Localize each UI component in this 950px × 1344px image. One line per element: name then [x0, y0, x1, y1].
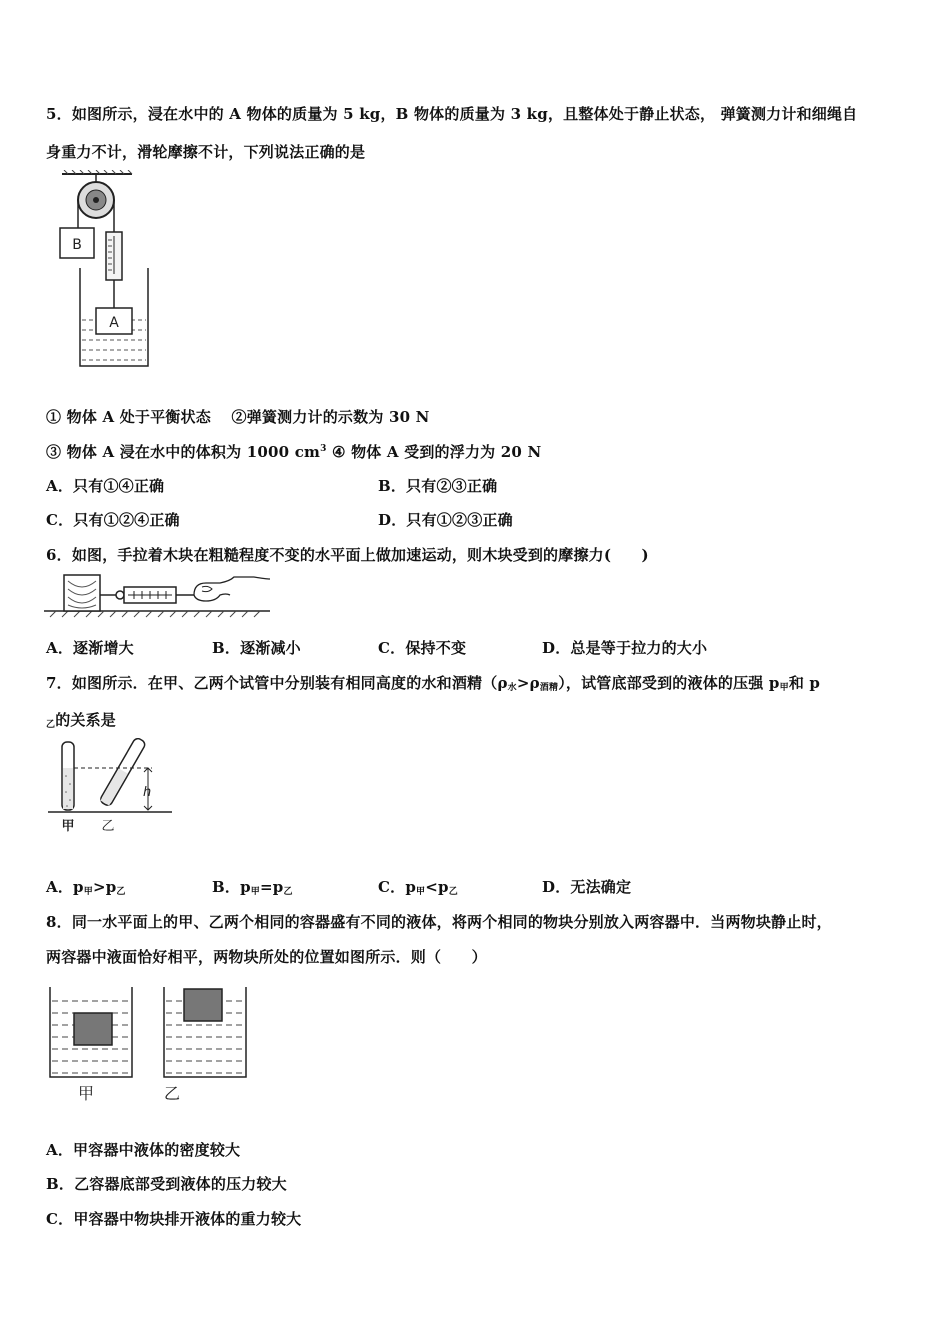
- q5-option-d[interactable]: D．只有①②③正确: [378, 511, 513, 529]
- q5-stem-line2: 身重力不计，滑轮摩擦不计，下列说法正确的是: [46, 143, 366, 161]
- q6-option-a[interactable]: A．逐渐增大: [46, 639, 134, 657]
- q6-option-d[interactable]: D．总是等于拉力的大小: [542, 639, 708, 657]
- q5-option-c[interactable]: C．只有①②④正确: [46, 511, 180, 529]
- q8-label-yi: 乙: [163, 1084, 181, 1103]
- q5-statements-3-4: ③ 物体 A 浸在水中的体积为 1000 $cm^3$ ④ 物体 A 受到的浮力为 20 N: [46, 443, 542, 461]
- q8-label-jia: 甲: [77, 1084, 95, 1103]
- q8-stem-line1: 8．同一水平面上的甲、乙两个相同的容器盛有不同的液体，将两个相同的物块分别放入两容器中．当两物块静止时，: [46, 913, 832, 931]
- q5-figure-pulley-spring-scale: [52, 170, 162, 370]
- q6-option-c[interactable]: C．保持不变: [378, 639, 467, 657]
- q5-option-b[interactable]: B．只有②③正确: [378, 477, 498, 495]
- q6-stem: 6．如图，手拉着木块在粗糙程度不变的水平面上做加速运动，则木块受到的摩擦力( ): [46, 546, 649, 564]
- q5-option-a[interactable]: A．只有①④正确: [46, 477, 165, 495]
- q8-stem-line2: 两容器中液面恰好相平，两物块所处的位置如图所示．则（ ）: [46, 948, 487, 966]
- q7-label-h: h: [143, 785, 152, 800]
- q6-option-b[interactable]: B．逐渐减小: [212, 639, 301, 657]
- q5-stem-line1: 5．如图所示，浸在水中的 A 物体的质量为 5 kg，B 物体的质量为 3 kg，且整体处于静止状态， 弹簧测力计和细绳自: [46, 105, 858, 123]
- q8-option-c[interactable]: C．甲容器中物块排开液体的重力较大: [46, 1210, 302, 1228]
- q7-option-a[interactable]: A．$p_甲>p_乙$: [46, 878, 126, 897]
- q6-figure-hand-pulling-block: [44, 571, 274, 619]
- q7-label-yi: 乙: [101, 819, 115, 834]
- q7-option-b[interactable]: B．$p_甲=p_乙$: [212, 878, 293, 897]
- q7-option-c[interactable]: C．$p_甲<p_乙$: [378, 878, 458, 897]
- q5-label-a: A: [109, 315, 119, 331]
- q7-figure-test-tubes: [46, 738, 176, 838]
- q7-stem-line1: 7．如图所示．在甲、乙两个试管中分别装有相同高度的水和酒精$(\rho_水>\rho_{酒精})$，试管底部受到的液体的压强 $p_甲$和 p: [46, 674, 821, 693]
- q7-option-d[interactable]: D．无法确定: [542, 878, 632, 896]
- q5-label-b: B: [72, 237, 82, 253]
- q8-option-b[interactable]: B．乙容器底部受到液体的压力较大: [46, 1175, 287, 1193]
- q8-figure-containers: [46, 985, 256, 1105]
- q8-option-a[interactable]: A．甲容器中液体的密度较大: [46, 1141, 241, 1159]
- q5-statements-1-2: ① 物体 A 处于平衡状态 ②弹簧测力计的示数为 30 N: [46, 408, 430, 426]
- q7-stem-line2: $_乙$的关系是: [46, 711, 117, 730]
- q7-label-jia: 甲: [61, 819, 75, 834]
